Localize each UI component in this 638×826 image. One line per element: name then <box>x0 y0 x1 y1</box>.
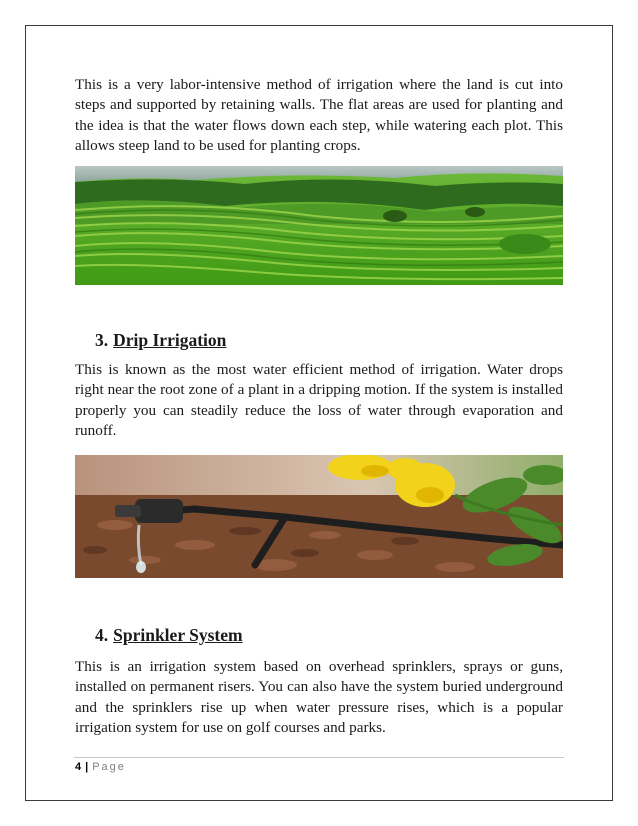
heading-title: Sprinkler System <box>113 625 243 645</box>
drip-emitter-photo <box>75 455 563 578</box>
page-number: 4 <box>75 761 82 773</box>
drip-irrigation-heading <box>95 330 226 351</box>
heading-number: 3. <box>95 330 109 350</box>
sprinkler-system-heading <box>95 625 243 646</box>
terrace-fields-photo <box>75 166 563 285</box>
page-label: Page <box>92 761 126 773</box>
footer-separator: | <box>85 761 89 773</box>
heading-number: 4. <box>95 625 109 645</box>
page-footer <box>75 761 126 773</box>
sprinkler-paragraph: This is an irrigation system based on overhead sprinklers, sprays or guns, installed on permanent risers. You can also have the system buried underground and the sprinklers rise up when water pressure rises, which is a popular irrigation system for use on golf courses and parks. <box>75 658 563 737</box>
heading-title: Drip Irrigation <box>113 330 227 350</box>
drip-paragraph: This is known as the most water efficient method of irrigation. Water drops right near the root zone of a plant in a dripping motion. If the system is installed properly you can steadily reduce the loss of water through evaporation and runoff. <box>75 361 563 440</box>
footer-divider <box>74 757 564 758</box>
terrace-paragraph: This is a very labor-intensive method of irrigation where the land is cut into steps and supported by retaining walls. The flat areas are used for planting and the idea is that the water flows down each step, while watering each plot. This allows steep land to be used for planting crops. <box>75 76 563 155</box>
